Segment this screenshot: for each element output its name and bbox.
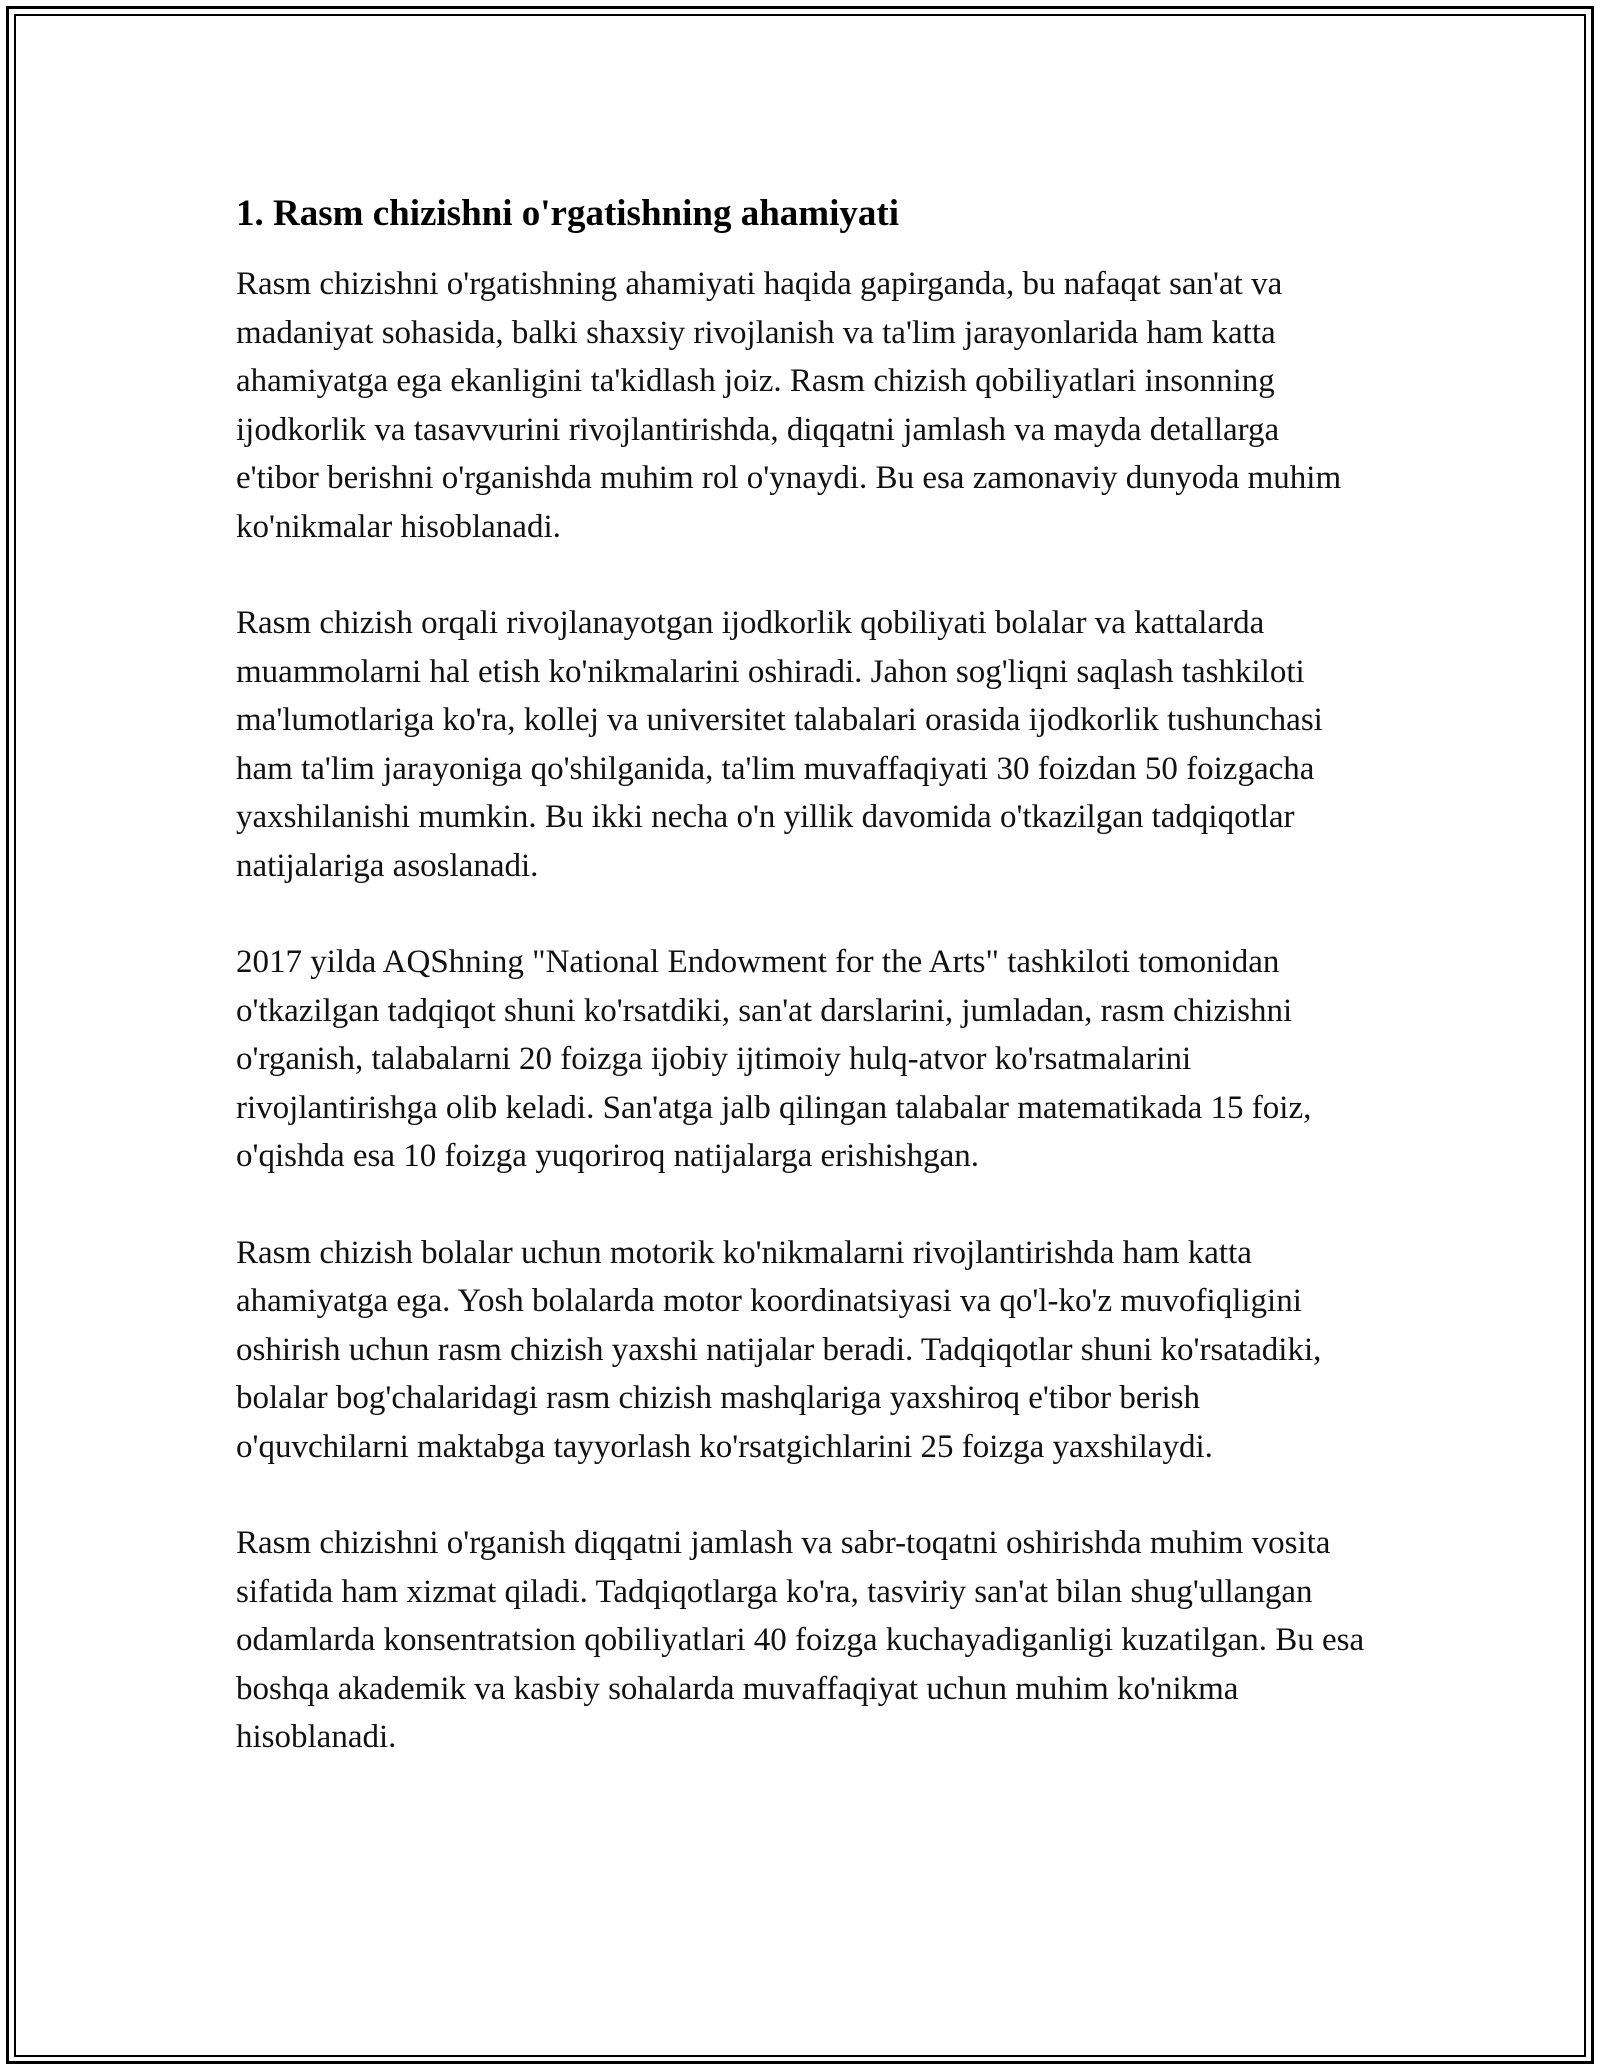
document-body [236, 186, 1366, 1810]
section-heading: 1. Rasm chizishni o'rgatishning ahamiyati [236, 193, 900, 234]
paragraph-1: Rasm chizishni o'rgatishning ahamiyati haqida gapirganda, bu nafaqat san'at va madaniyat sohasida, balki shaxsiy rivojlanish va ta'lim jarayonlarida ham katta ahamiyatga ega ekanligini ta'kidlash joiz. Rasm chizish qobiliyatlari insonning ijodkorlik va tasavvurini rivojlantirishda, diqqatni jamlash va mayda detallarga e'tibor berishni o'rganishda muhim rol o'ynaydi. Bu esa zamonaviy dunyoda muhim ko'nikmalar hisoblanadi. [236, 266, 1342, 545]
paragraph-4: Rasm chizish bolalar uchun motorik ko'nikmalarni rivojlantirishda ham katta ahamiyatga ega. Yosh bolalarda motor koordinatsiyasi va qo'l-ko'z muvofiqligini oshirish uchun rasm chizish yaxshi natijalar beradi. Tadqiqotlar shuni ko'rsatadiki, bolalar bog'chalaridagi rasm chizish mashqlariga yaxshiroq e'tibor berish o'quvchilarni maktabga tayyorlash ko'rsatgichlarini 25 foizga yaxshilaydi. [236, 1234, 1322, 1465]
paragraph-3: 2017 yilda AQShning "National Endowment for the Arts" tashkiloti tomonidan o'tkazilgan tadqiqot shuni ko'rsatdiki, san'at darslarini, jumladan, rasm chizishni o'rganish, talabalarni 20 foizga ijobiy ijtimoiy hulq-atvor ko'rsatmalarini rivojlantirishga olib keladi. San'atga jalb qilingan talabalar matematikada 15 foiz, o'qishda esa 10 foizga yuqoriroq natijalarga erishishgan. [236, 944, 1312, 1174]
paragraph-2: Rasm chizish orqali rivojlanayotgan ijodkorlik qobiliyati bolalar va kattalarda muammolarni hal etish ko'nikmalarini oshiradi. Jahon sog'liqni saqlash tashkiloti ma'lumotlariga ko'ra, kollej va universitet talabalari orasida ijodkorlik tushunchasi ham ta'lim jarayoniga qo'shilganida, ta'lim muvaffaqiyati 30 foizdan 50 foizgacha yaxshilanishi mumkin. Bu ikki necha o'n yillik davomida o'tkazilgan tadqiqotlar natijalariga asoslanadi. [236, 605, 1323, 884]
paragraph-5: Rasm chizishni o'rganish diqqatni jamlash va sabr-toqatni oshirishda muhim vosita sifatida ham xizmat qiladi. Tadqiqotlarga ko'ra, tasviriy san'at bilan shug'ullangan odamlarda konsentratsion qobiliyatlari 40 foizga kuchayadiganligi kuzatilgan. Bu esa boshqa akademik va kasbiy sohalarda muvaffaqiyat uchun muhim ko'nikma hisoblanadi. [236, 1525, 1365, 1755]
